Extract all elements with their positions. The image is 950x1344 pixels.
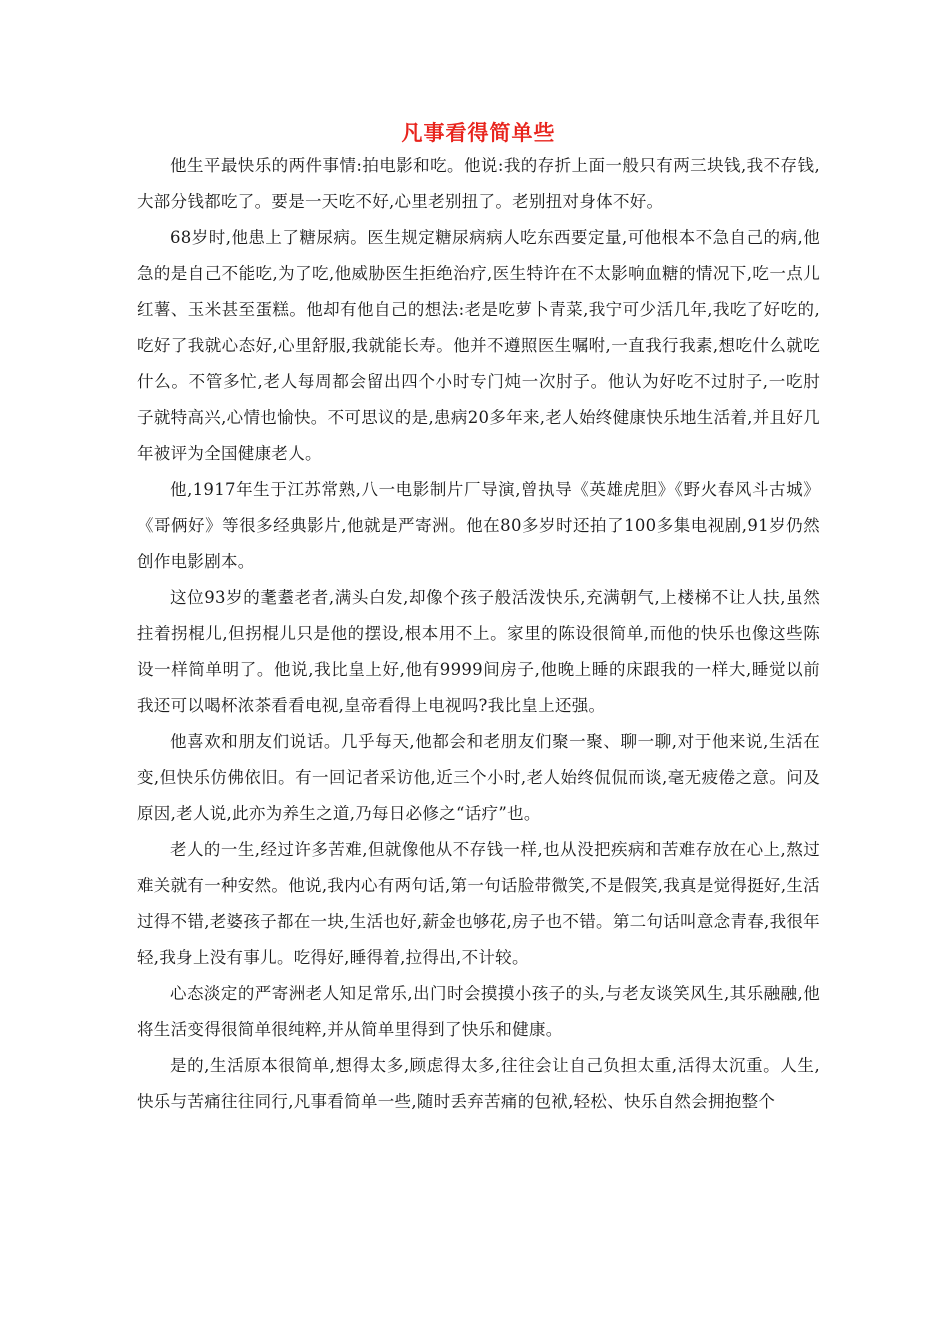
- document-page: [137, 118, 820, 1120]
- paragraph-7: 心态淡定的严寄洲老人知足常乐,出门时会摸摸小孩子的头,与老友谈笑风生,其乐融融,他将生活变得很简单很纯粹,并从简单里得到了快乐和健康。: [137, 984, 820, 1039]
- paragraph-4: 这位93岁的耄耋老者,满头白发,却像个孩子般活泼快乐,充满朝气,上楼梯不让人扶,虽然拄着拐棍儿,但拐棍儿只是他的摆设,根本用不上。家里的陈设很简单,而他的快乐也像这些陈设一样简单明了。他说,我比皇上好,他有9999间房子,他晚上睡的床跟我的一样大,睡觉以前我还可以喝杯浓茶看看电视,皇帝看得上电视吗?我比皇上还强。: [137, 588, 820, 715]
- paragraph-1: 他生平最快乐的两件事情:拍电影和吃。他说:我的存折上面一般只有两三块钱,我不存钱,大部分钱都吃了。要是一天吃不好,心里老别扭了。老别扭对身体不好。: [137, 156, 820, 211]
- paragraph-5: 他喜欢和朋友们说话。几乎每天,他都会和老朋友们聚一聚、聊一聊,对于他来说,生活在变,但快乐仿佛依旧。有一回记者采访他,近三个小时,老人始终侃侃而谈,毫无疲倦之意。问及原因,老人说,此亦为养生之道,乃每日必修之“话疗”也。: [137, 732, 820, 823]
- paragraph-2: 68岁时,他患上了糖尿病。医生规定糖尿病病人吃东西要定量,可他根本不急自己的病,他急的是自己不能吃,为了吃,他威胁医生拒绝治疗,医生特许在不太影响血糖的情况下,吃一点儿红薯、玉米甚至蛋糕。他却有他自己的想法:老是吃萝卜青菜,我宁可少活几年,我吃了好吃的,吃好了我就心态好,心里舒服,我就能长寿。他并不遵照医生嘱咐,一直我行我素,想吃什么就吃什么。不管多忙,老人每周都会留出四个小时专门炖一次肘子。他认为好吃不过肘子,一吃肘子就特高兴,心情也愉快。不可思议的是,患病20多年来,老人始终健康快乐地生活着,并且好几年被评为全国健康老人。: [137, 228, 820, 463]
- paragraph-6: 老人的一生,经过许多苦难,但就像他从不存钱一样,也从没把疾病和苦难存放在心上,熬过难关就有一种安然。他说,我内心有两句话,第一句话脸带微笑,不是假笑,我真是觉得挺好,生活过得不错,老婆孩子都在一块,生活也好,薪金也够花,房子也不错。第二句话叫意念青春,我很年轻,我身上没有事儿。吃得好,睡得着,拉得出,不计较。: [137, 840, 820, 967]
- paragraph-8: 是的,生活原本很简单,想得太多,顾虑得太多,往往会让自己负担太重,活得太沉重。人生,快乐与苦痛往往同行,凡事看简单一些,随时丢弃苦痛的包袱,轻松、快乐自然会拥抱整个: [137, 1056, 820, 1111]
- paragraph-3: 他,1917年生于江苏常熟,八一电影制片厂导演,曾执导《英雄虎胆》《野火春风斗古城》《哥俩好》等很多经典影片,他就是严寄洲。他在80多岁时还拍了100多集电视剧,91岁仍然创作电影剧本。: [137, 480, 820, 571]
- document-title: 凡事看得简单些: [401, 120, 556, 145]
